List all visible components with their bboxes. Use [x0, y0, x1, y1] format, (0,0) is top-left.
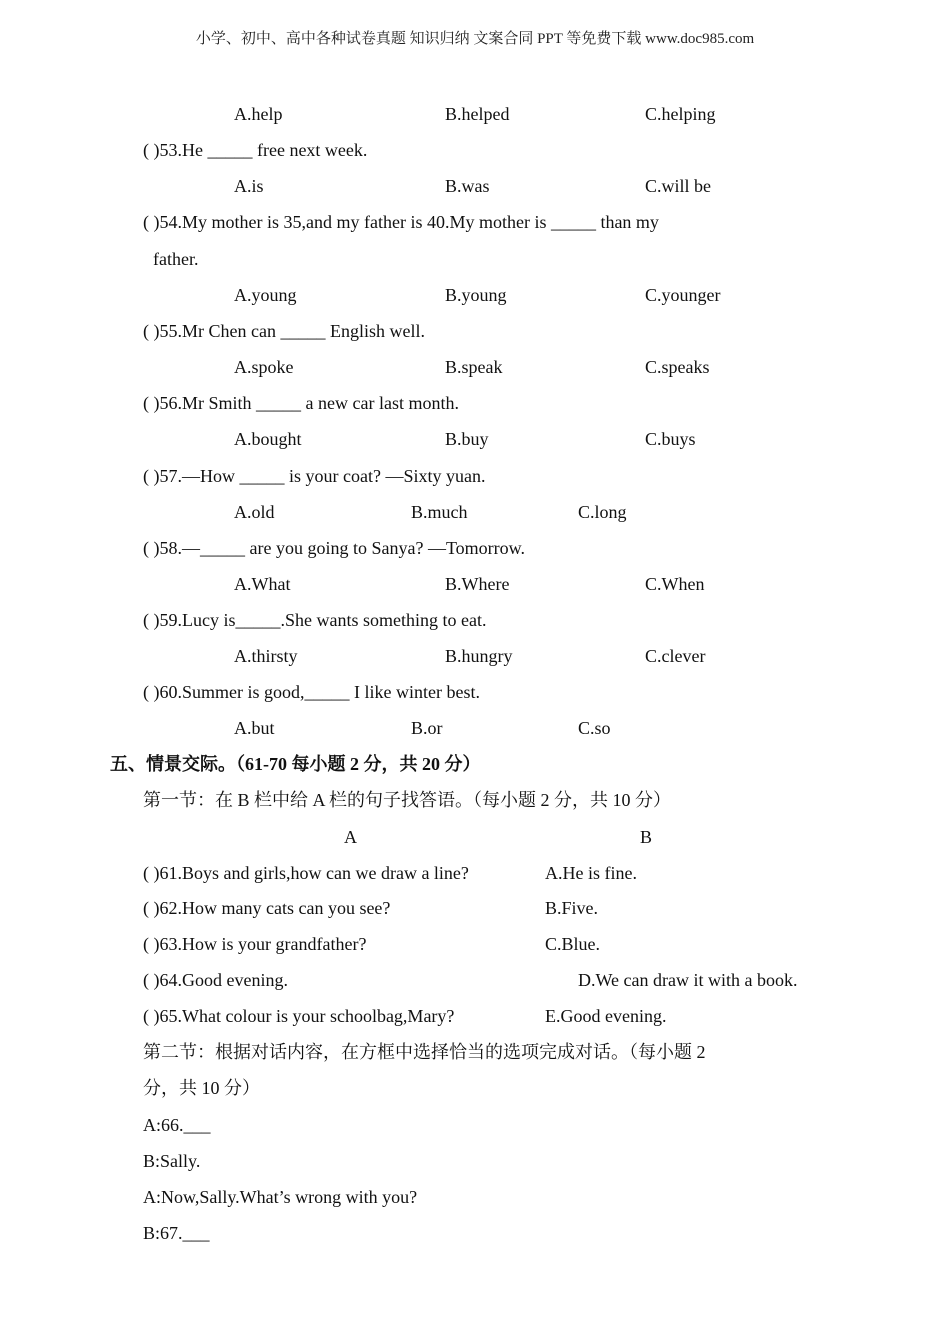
column-a-header: A [344, 827, 357, 847]
section-5-part-1-instructions: 第一节：在 B 栏中给 A 栏的句子找答语。（每小题 2 分，共 10 分） [143, 790, 672, 810]
q60-option-c: C.so [578, 718, 611, 738]
dialog-line-b-sally: B:Sally. [143, 1151, 201, 1171]
q60-option-a: A.but [234, 718, 275, 738]
q59-option-a: A.thirsty [234, 646, 298, 666]
q59-option-b: B.hungry [445, 646, 513, 666]
q53-option-c: C.will be [645, 176, 711, 196]
q59-stem: ( )59.Lucy is_____.She wants something to eat. [143, 610, 487, 630]
dialog-line-66: A:66.___ [143, 1115, 211, 1135]
q55-option-a: A.spoke [234, 357, 294, 377]
section-5-part-2-instructions: 第二节：根据对话内容，在方框中选择恰当的选项完成对话。（每小题 2 [143, 1042, 706, 1062]
match-answer-e: E.Good evening. [545, 1006, 667, 1026]
q55-option-c: C.speaks [645, 357, 710, 377]
match-q65: ( )65.What colour is your schoolbag,Mary? [143, 1006, 455, 1026]
match-q62: ( )62.How many cats can you see? [143, 898, 391, 918]
q55-stem: ( )55.Mr Chen can _____ English well. [143, 321, 425, 341]
q59-option-c: C.clever [645, 646, 706, 666]
q56-option-b: B.buy [445, 429, 489, 449]
section-5-part-2-instructions-continued: 分，共 10 分） [143, 1078, 260, 1098]
q54-option-b: B.young [445, 285, 507, 305]
q56-option-c: C.buys [645, 429, 696, 449]
page-header: 小学、初中、高中各种试卷真题 知识归纳 文案合同 PPT 等免费下载 www.doc985.com [195, 31, 755, 47]
dialog-line-67: B:67.___ [143, 1223, 210, 1243]
q53-stem: ( )53.He _____ free next week. [143, 140, 368, 160]
q57-stem: ( )57.—How _____ is your coat? —Sixty yuan. [143, 466, 486, 486]
dialog-line-a-wrong: A:Now,Sally.What’s wrong with you? [143, 1187, 418, 1207]
q58-stem: ( )58.—_____ are you going to Sanya? —Tomorrow. [143, 538, 525, 558]
q58-option-b: B.Where [445, 574, 510, 594]
match-answer-c: C.Blue. [545, 934, 601, 954]
q52-option-b: B.helped [445, 104, 510, 124]
q54-stem-continued: father. [153, 249, 199, 269]
match-answer-b: B.Five. [545, 898, 599, 918]
q58-option-c: C.When [645, 574, 705, 594]
q57-option-c: C.long [578, 502, 627, 522]
q57-option-a: A.old [234, 502, 275, 522]
match-answer-a: A.He is fine. [545, 863, 637, 883]
q54-stem: ( )54.My mother is 35,and my father is 40.My mother is _____ than my [143, 212, 659, 232]
section-5-title: 五、情景交际。（61-70 每小题 2 分，共 20 分） [110, 754, 481, 774]
q52-option-c: C.helping [645, 104, 716, 124]
q52-option-a: A.help [234, 104, 283, 124]
match-q63: ( )63.How is your grandfather? [143, 934, 367, 954]
q60-option-b: B.or [411, 718, 443, 738]
q54-option-c: C.younger [645, 285, 721, 305]
match-q64: ( )64.Good evening. [143, 970, 288, 990]
q57-option-b: B.much [411, 502, 468, 522]
q53-option-a: A.is [234, 176, 264, 196]
match-q61: ( )61.Boys and girls,how can we draw a line? [143, 863, 469, 883]
q55-option-b: B.speak [445, 357, 503, 377]
q56-option-a: A.bought [234, 429, 302, 449]
match-answer-d: D.We can draw it with a book. [578, 970, 798, 990]
q56-stem: ( )56.Mr Smith _____ a new car last month. [143, 393, 459, 413]
q54-option-a: A.young [234, 285, 297, 305]
column-b-header: B [640, 827, 653, 847]
q53-option-b: B.was [445, 176, 490, 196]
q60-stem: ( )60.Summer is good,_____ I like winter best. [143, 682, 480, 702]
q58-option-a: A.What [234, 574, 291, 594]
